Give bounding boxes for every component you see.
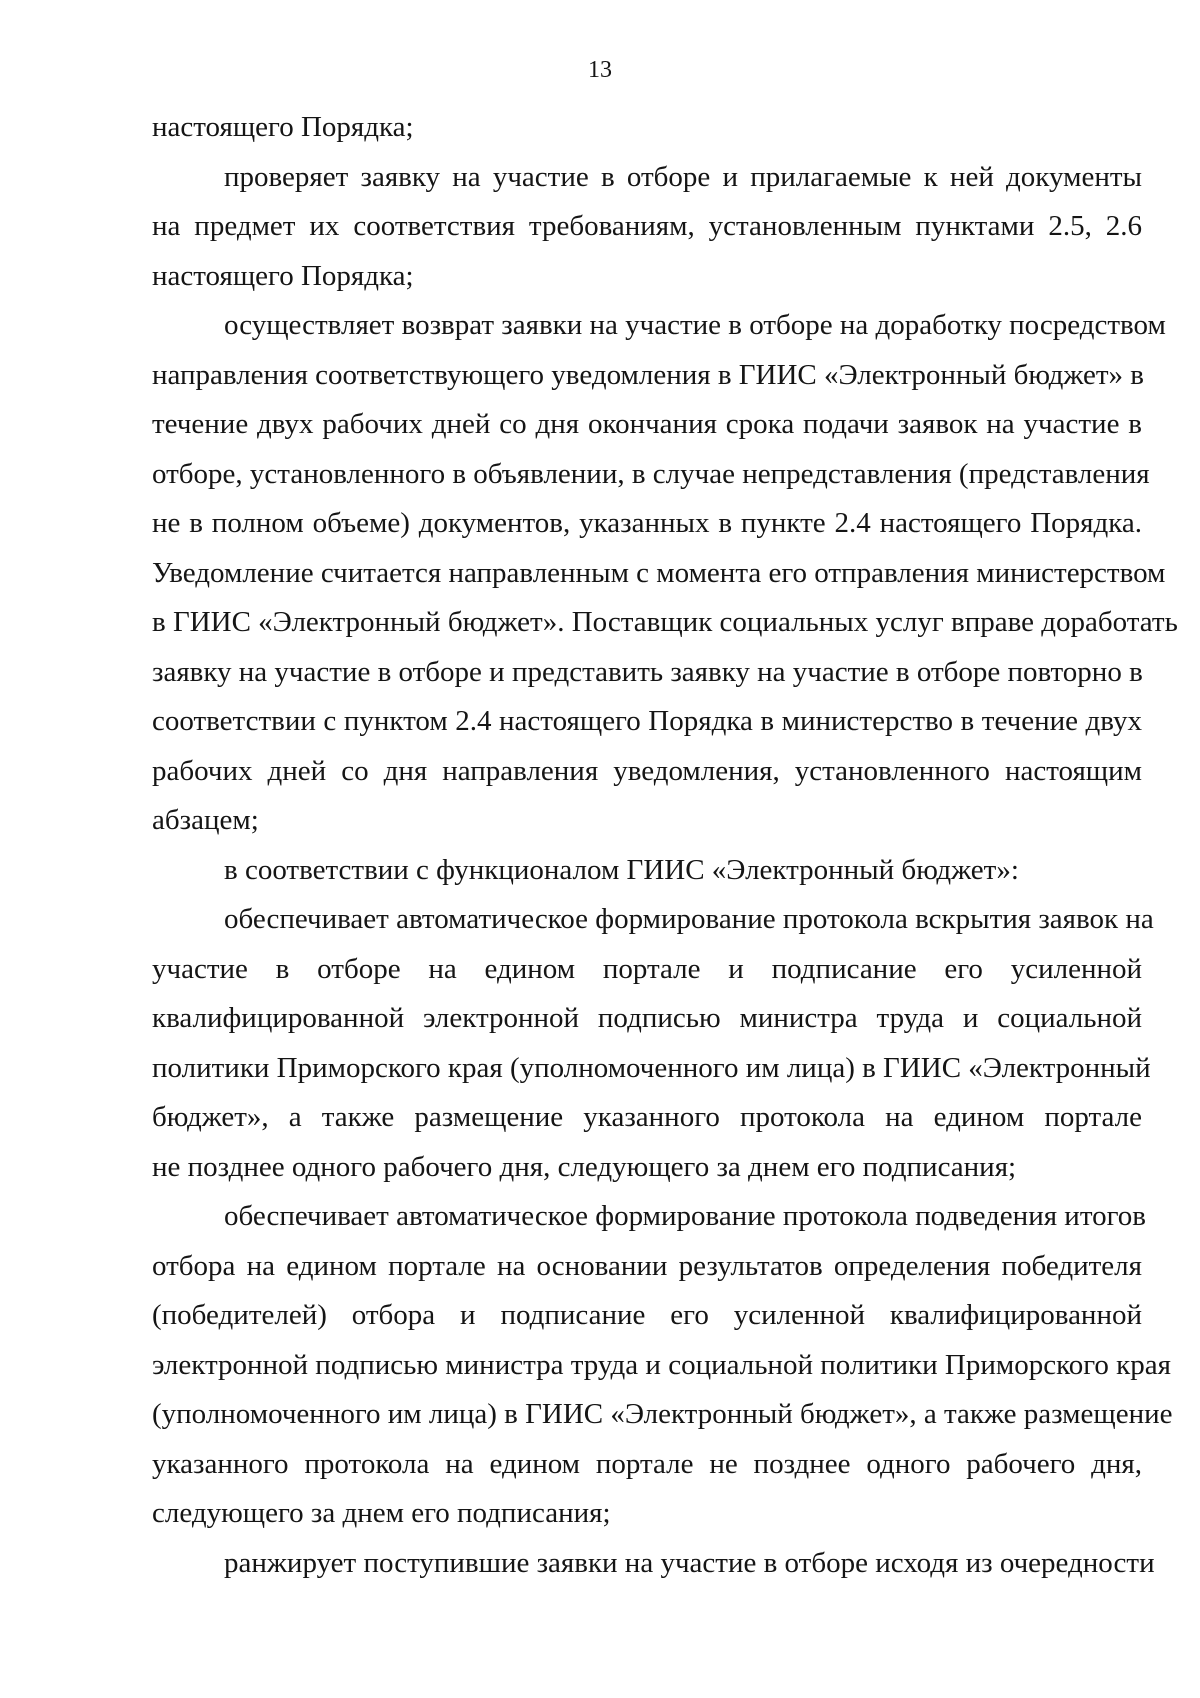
text-line: отборе, установленного в объявлении, в случае непредставления (представления [152, 457, 1150, 490]
text-line: (уполномоченного им лица) в ГИИС «Электронный бюджет», а также размещение [152, 1398, 1173, 1430]
text-line: проверяет заявку на участие в отборе и прилагаемые к ней документы [224, 160, 1142, 193]
text-line: абзацем; [152, 804, 259, 836]
text-line: Уведомление считается направленным с момента его отправления министерством [152, 556, 1166, 589]
text-line: обеспечивает автоматическое формирование протокола подведения итогов [224, 1200, 1146, 1232]
text-line: ранжирует поступившие заявки на участие в отборе исходя из очередности [224, 1546, 1155, 1579]
text-line: осуществляет возврат заявки на участие в отборе на доработку посредством [224, 309, 1166, 341]
text-line: соответствии с пунктом 2.4 настоящего Порядка в министерство в течение двух [152, 705, 1142, 737]
text-line: настоящего Порядка; [152, 259, 414, 292]
text-line: не позднее одного рабочего дня, следующего за днем его подписания; [152, 1150, 1017, 1183]
text-line: направления соответствующего уведомления в ГИИС «Электронный бюджет» в [152, 358, 1145, 391]
text-line: бюджет», а также размещение указанного протокола на едином портале [152, 1101, 1142, 1133]
text-line: в ГИИС «Электронный бюджет». Поставщик социальных услуг вправе доработать [152, 606, 1178, 638]
text-line: указанного протокола на едином портале не позднее одного рабочего дня, [152, 1447, 1142, 1480]
text-line: следующего за днем его подписания; [152, 1497, 611, 1529]
text-line: настоящего Порядка; [152, 111, 414, 143]
page-number: 13 [588, 57, 612, 83]
text-line: заявку на участие в отборе и представить заявку на участие в отборе повторно в [152, 655, 1143, 688]
text-line: квалифицированной электронной подписью министра труда и социальной [152, 1002, 1142, 1034]
text-line: (победителей) отбора и подписание его усиленной квалифицированной [152, 1299, 1142, 1331]
text-line: электронной подписью министра труда и социальной политики Приморского края [152, 1348, 1171, 1381]
text-line: не в полном объеме) документов, указанных в пункте 2.4 настоящего Порядка. [152, 507, 1142, 539]
text-line: политики Приморского края (уполномоченного им лица) в ГИИС «Электронный [152, 1051, 1151, 1084]
document-body [152, 103, 1178, 1588]
text-line: обеспечивает автоматическое формирование протокола вскрытия заявок на [224, 903, 1154, 935]
text-line: течение двух рабочих дней со дня окончания срока подачи заявок на участие в [152, 408, 1142, 440]
text-line: в соответствии с функционалом ГИИС «Электронный бюджет»: [224, 853, 1019, 886]
text-line: на предмет их соответствия требованиям, установленным пунктами 2.5, 2.6 [152, 210, 1142, 242]
text-line: участие в отборе на едином портале и подписание его усиленной [152, 952, 1142, 985]
text-line: рабочих дней со дня направления уведомления, установленного настоящим [152, 754, 1142, 787]
text-line: отбора на едином портале на основании результатов определения победителя [152, 1249, 1142, 1282]
